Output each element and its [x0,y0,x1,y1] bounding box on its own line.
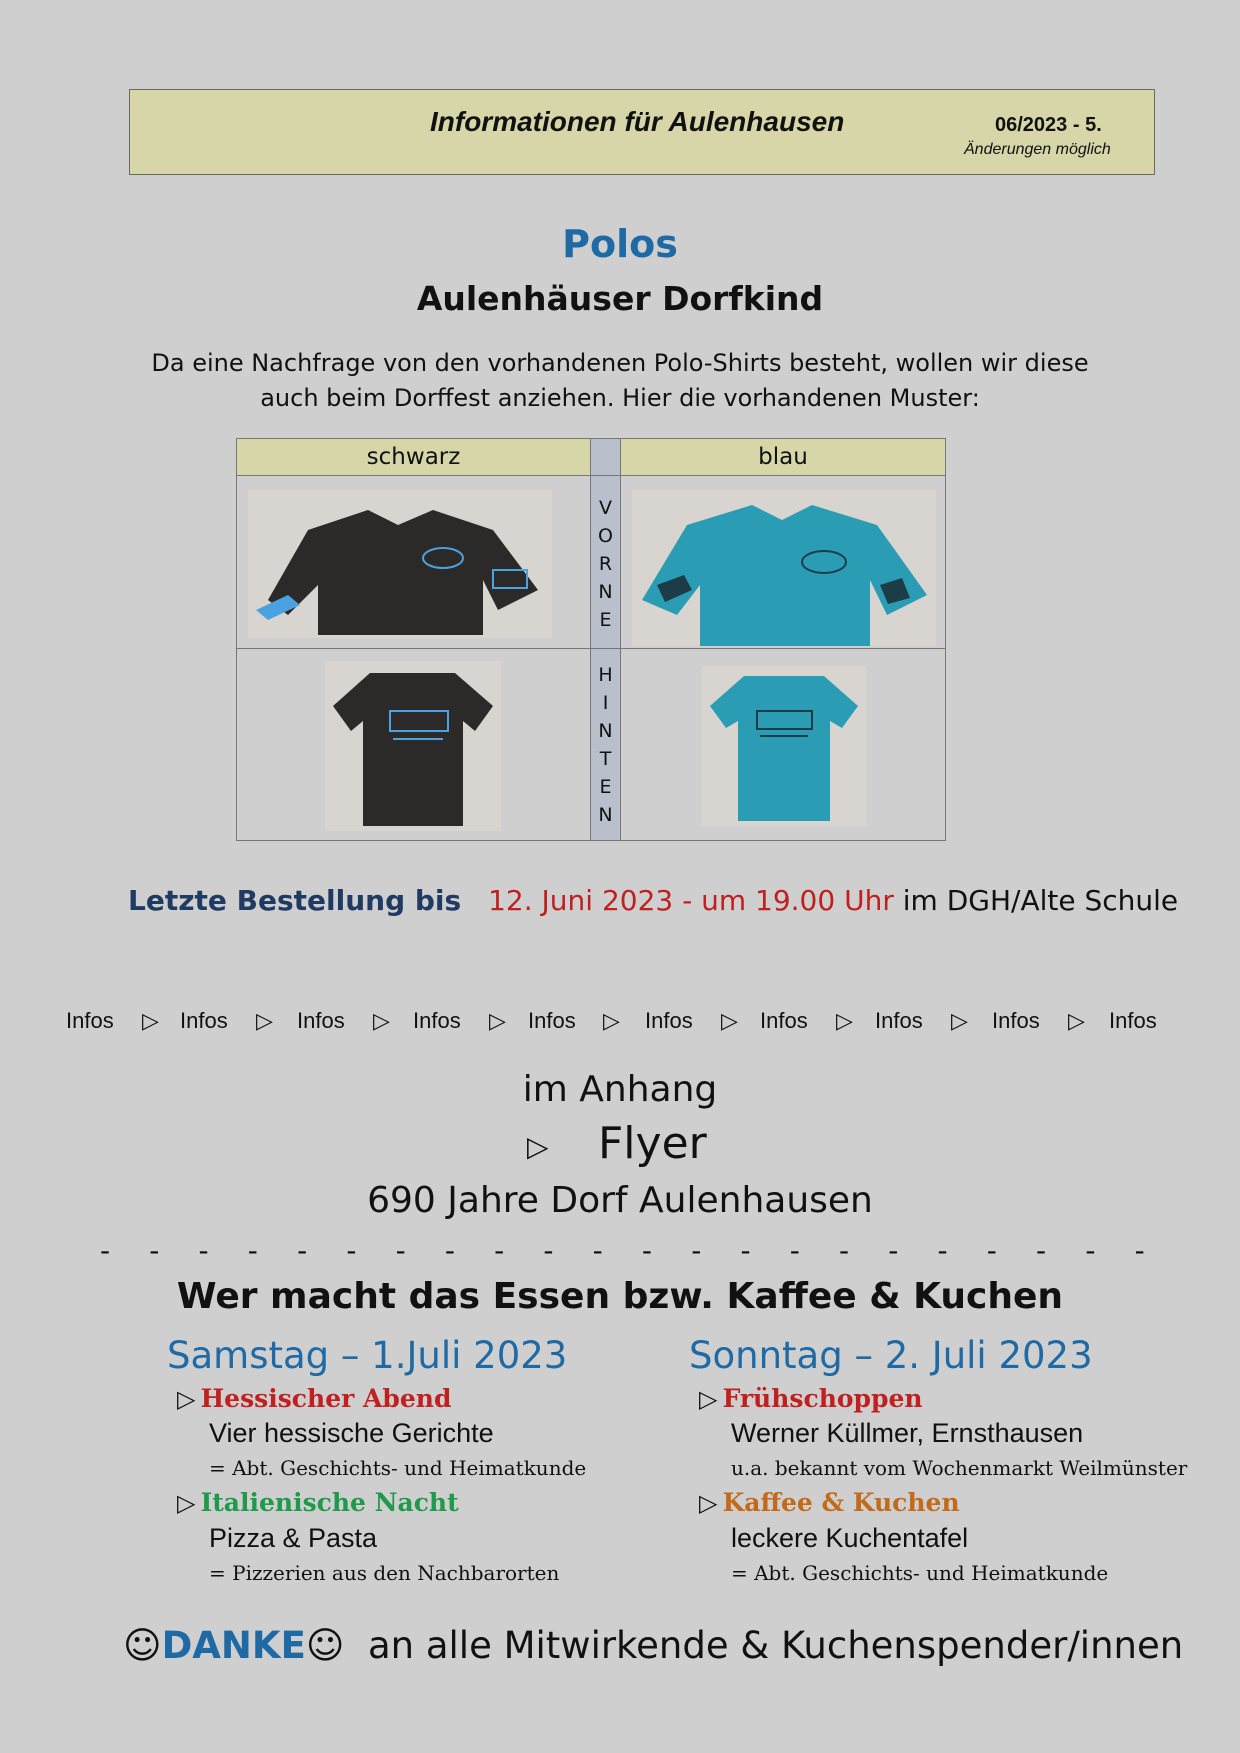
event-note: u.a. bekannt vom Wochenmarkt Weilmünster [731,1456,1188,1480]
dashed-separator [100,1234,1145,1267]
event-description: leckere Kuchentafel [731,1523,969,1553]
triangle-right-icon: ▷ [373,1008,390,1033]
triangle-right-icon: ▷ [489,1008,506,1033]
flyer-row [0,1118,1240,1178]
triangle-right-icon: ▷ [527,1130,549,1163]
cell-blue-back [620,648,946,841]
dash: - [1085,1234,1096,1267]
event-entry [699,1384,923,1413]
dash: - [641,1234,653,1267]
infos-label: Infos [413,1008,461,1033]
row-label-back [590,648,621,841]
dash: - [937,1234,948,1267]
section-subtitle: Aulenhäuser Dorfkind [416,279,824,318]
blue-shirt-front-image [632,490,936,646]
triangle-right-icon: ▷ [142,1008,159,1033]
triangle-right-icon: ▷ [603,1008,620,1033]
table-header-spacer [590,438,621,476]
back-label-letter: I [602,692,609,714]
sunday-heading: Sonntag – 2. Juli 2023 [689,1334,1093,1377]
front-label-letter: V [599,497,612,519]
event-note: = Abt. Geschichts- und Heimatkunde [731,1561,1109,1585]
infos-label: Infos [66,1008,114,1033]
dash: - [1134,1234,1145,1267]
black-shirt-front-image [248,490,552,638]
column-header-black: schwarz [236,438,591,476]
black-shirt-back-image [325,661,501,831]
saturday-column [167,1334,647,1594]
order-deadline-place: im DGH/Alte Schule [902,884,1179,917]
blue-shirt-back-image [702,666,866,826]
section-title: Polos [562,222,678,266]
header-title: Informationen für Aulenhausen [430,106,845,137]
back-label-letter: N [598,720,613,742]
event-title: Kaffee & Kuchen [722,1488,960,1517]
back-label-letter: N [598,804,613,826]
event-note: = Abt. Geschichts- und Heimatkunde [209,1456,587,1480]
row-label-front [590,475,621,649]
infos-label: Infos [875,1008,923,1033]
attachment-intro: im Anhang [522,1069,718,1110]
dash: - [986,1234,997,1267]
event-description: Werner Küllmer, Ernsthausen [731,1418,1084,1448]
dash: - [740,1234,751,1267]
event-title: Frühschoppen [722,1384,923,1413]
dash: - [494,1234,505,1267]
thanks-line [123,1624,1183,1667]
front-label-letter: N [598,581,613,603]
dash: - [691,1234,702,1267]
header-note: Änderungen möglich [964,141,1111,158]
shirt-table [236,438,946,841]
dash: - [543,1234,554,1267]
dash: - [149,1234,160,1267]
back-label-letter: E [599,776,612,798]
event-description: Pizza & Pasta [209,1523,378,1553]
order-deadline-label: Letzte Bestellung bis [128,884,462,917]
smiley-icon: ☺ [305,1624,345,1667]
thanks-text: an alle Mitwirkende & Kuchenspender/innen [367,1624,1184,1667]
triangle-right-icon: ▷ [699,1489,718,1517]
cell-blue-front [620,475,946,649]
column-header-blue: blau [620,438,946,476]
triangle-right-icon: ▷ [1068,1008,1085,1033]
dash: - [395,1234,406,1267]
infos-row [66,1008,1176,1038]
dash: - [838,1234,850,1267]
event-entry [177,1488,459,1517]
header-box [129,89,1155,175]
front-label-letter: E [599,609,612,631]
back-label-letter: T [599,748,612,770]
order-deadline [128,884,1178,917]
intro-text-line-2: auch beim Dorffest anziehen. Hier die vorhandenen Muster: [260,384,980,412]
dash: - [789,1234,800,1267]
dash: - [1036,1234,1047,1267]
dash: - [100,1234,111,1267]
event-title: Hessischer Abend [200,1384,452,1413]
order-deadline-date: 12. Juni 2023 - um 19.00 Uhr [488,884,894,917]
infos-label: Infos [1109,1008,1157,1033]
infos-label: Infos [180,1008,228,1033]
front-label-letter: O [598,525,613,547]
infos-label: Infos [297,1008,345,1033]
cell-black-back [236,648,591,841]
triangle-right-icon: ▷ [836,1008,853,1033]
dash: - [247,1234,258,1267]
triangle-right-icon: ▷ [256,1008,273,1033]
event-description: Vier hessische Gerichte [209,1418,494,1448]
infos-label: Infos [645,1008,693,1033]
cell-black-front [236,475,591,649]
dash: - [297,1234,308,1267]
triangle-right-icon: ▷ [177,1385,196,1413]
dash: - [592,1234,603,1267]
infos-label: Infos [760,1008,808,1033]
smiley-icon: ☺ [123,1624,162,1667]
triangle-right-icon: ▷ [721,1008,738,1033]
triangle-right-icon: ▷ [699,1385,718,1413]
event-note: = Pizzerien aus den Nachbarorten [209,1561,560,1585]
dash: - [346,1234,357,1267]
infos-label: Infos [528,1008,576,1033]
dash: - [888,1234,899,1267]
food-section-title: Wer macht das Essen bzw. Kaffee & Kuchen [176,1276,1064,1317]
front-label-letter: R [598,553,613,575]
dash: - [444,1234,455,1267]
infos-label: Infos [992,1008,1040,1033]
flyer-link[interactable]: Flyer [598,1118,707,1169]
event-entry [177,1384,451,1413]
intro-text-line-1: Da eine Nachfrage von den vorhandenen Polo-Shirts besteht, wollen wir diese [151,349,1089,377]
flyer-caption: 690 Jahre Dorf Aulenhausen [367,1180,873,1221]
sunday-column [689,1334,1209,1594]
event-entry [699,1488,960,1517]
triangle-right-icon: ▷ [951,1008,968,1033]
saturday-heading: Samstag – 1.Juli 2023 [167,1334,568,1377]
event-title: Italienische Nacht [200,1488,459,1517]
thanks-word: DANKE [161,1624,306,1667]
back-label-letter: H [598,664,613,686]
triangle-right-icon: ▷ [177,1489,196,1517]
issue-number: 06/2023 - 5. [995,114,1102,136]
dash: - [198,1234,209,1267]
